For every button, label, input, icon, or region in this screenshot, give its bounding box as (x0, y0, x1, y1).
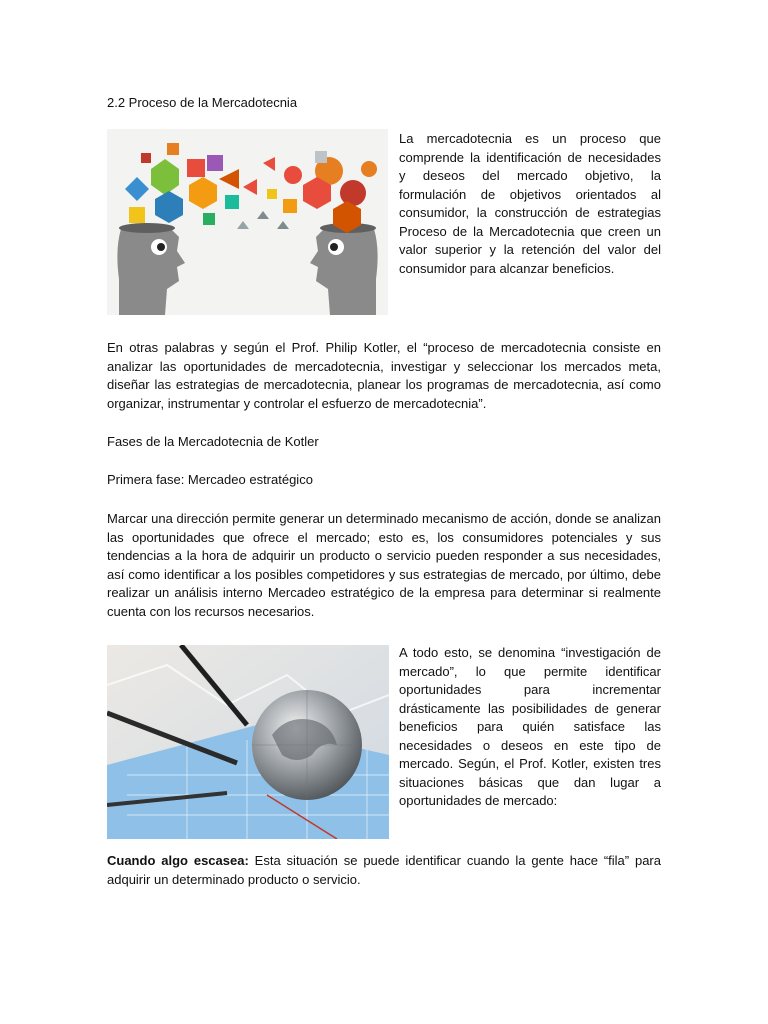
globe-pencils-photo (107, 645, 389, 839)
heads-ideas-illustration (107, 129, 388, 315)
market-research-paragraph: A todo esto, se denomina “investigación de mercado”, lo que permite identificar oportunidades para incrementar drásticamente las posibilidades de generar beneficios para quién satisface las necesidades o deseos en este tipo de mercado. Según, el Prof. Kotler, existen tres situaciones básicas que dan lugar a oportunidades de mercado: (399, 645, 661, 808)
first-phase-title: Primera fase: Mercadeo estratégico (107, 472, 313, 487)
intro-paragraph: La mercadotecnia es un proceso que comprende la identificación de necesidades y deseos del mercado objetivo, la formulación de objetivos orientados al consumidor, la construcción de estrategias Proceso de la Mercadotecnia que creen un valor superior y la retención del valor del consumidor para alcanzar beneficios. (399, 131, 661, 276)
first-phase-paragraph: Marcar una dirección permite generar un determinado mecanismo de acción, donde se analizan las oportunidades que ofrece el mercado; esto es, los consumidores potenciales y sus tendencias a la hora de adquirir un producto o servicio pueden responder a sus necesidades, así como identificar a los posibles competidores y sus estrategias de mercado, por último, debe realizar un análisis interno Mercadeo estratégico de la empresa para determinar si realmente cuenta con los recursos necesarios. (107, 511, 661, 619)
scarcity-text: Esta situación se puede identificar cuando la gente hace “fila” para adquirir un determinado producto o servicio. (107, 853, 661, 887)
scarcity-label: Cuando algo escasea: (107, 853, 249, 868)
scarcity-paragraph (107, 852, 661, 889)
phases-title: Fases de la Mercadotecnia de Kotler (107, 434, 319, 449)
kotler-paragraph: En otras palabras y según el Prof. Philip Kotler, el “proceso de mercadotecnia consiste en analizar las oportunidades de mercadotecnia, investigar y seleccionar los mercados meta, diseñar las estrategias de mercadotecnia, planear los programas de mercadotecnia, así como organizar, instrumentar y controlar el esfuerzo de mercadotecnia”. (107, 340, 661, 411)
section-title: 2.2 Proceso de la Mercadotecnia (107, 95, 298, 110)
